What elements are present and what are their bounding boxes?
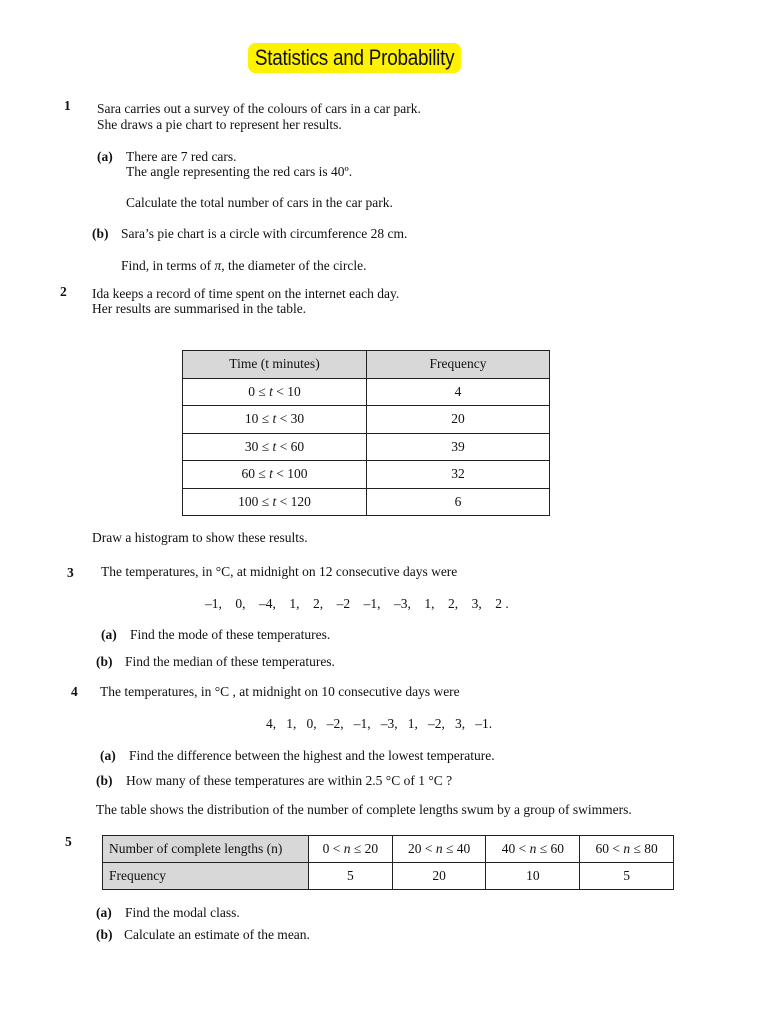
- q1-line2: She draws a pie chart to represent her results.: [97, 117, 342, 132]
- q3-part-a-label: (a): [101, 627, 117, 642]
- frequency-cell: 5: [580, 863, 674, 890]
- q1-part-b-line2: Find, in terms of π, the diameter of the circle.: [121, 258, 367, 273]
- time-cell: 30 ≤ t < 60: [183, 433, 367, 461]
- q2-line2: Her results are summarised in the table.: [92, 301, 307, 316]
- q4-part-a-label: (a): [100, 748, 116, 763]
- table-header-frequency: Frequency: [103, 863, 309, 890]
- frequency-cell: 20: [367, 406, 550, 434]
- q4-part-b-text: How many of these temperatures are within 2.5 °C of 1 °C ?: [126, 773, 453, 788]
- q2-instruction: Draw a histogram to show these results.: [92, 530, 308, 545]
- time-cell: 100 ≤ t < 120: [183, 488, 367, 516]
- question-number-1: 1: [64, 98, 71, 113]
- q5-part-a-label: (a): [96, 905, 112, 920]
- frequency-cell: 39: [367, 433, 550, 461]
- frequency-cell: 5: [309, 863, 393, 890]
- q3-part-b-text: Find the median of these temperatures.: [125, 654, 335, 669]
- table-row: [183, 488, 550, 516]
- q1-part-b-label: (b): [92, 226, 109, 241]
- q1-part-b-line1: Sara’s pie chart is a circle with circumference 28 cm.: [121, 226, 408, 241]
- time-cell: 10 ≤ t < 30: [183, 406, 367, 434]
- table-header-frequency: Frequency: [367, 351, 550, 379]
- time-cell: 0 ≤ t < 10: [183, 378, 367, 406]
- class-cell: 40 < n ≤ 60: [486, 836, 580, 863]
- time-frequency-table: [182, 350, 550, 516]
- q3-part-a-text: Find the mode of these temperatures.: [130, 627, 331, 642]
- q3-values: –1, 0, –4, 1, 2, –2 –1, –3, 1, 2, 3, 2 .: [205, 596, 509, 611]
- question-number-2: 2: [60, 284, 67, 299]
- table-row: [183, 461, 550, 489]
- q4-part-a-text: Find the difference between the highest and the lowest temperature.: [129, 748, 495, 763]
- q5-part-b-label: (b): [96, 927, 113, 942]
- table-row: [183, 406, 550, 434]
- table-header-lengths: Number of complete lengths (n): [103, 836, 309, 863]
- q5-intro: The table shows the distribution of the number of complete lengths swum by a group of swimmers.: [96, 802, 632, 817]
- q4-line1: The temperatures, in °C , at midnight on 10 consecutive days were: [100, 684, 460, 699]
- q5-part-b-text: Calculate an estimate of the mean.: [124, 927, 310, 942]
- frequency-cell: 32: [367, 461, 550, 489]
- table-row: [183, 378, 550, 406]
- question-number-5: 5: [65, 834, 72, 849]
- q1-line1: Sara carries out a survey of the colours of cars in a car park.: [97, 101, 421, 116]
- frequency-cell: 4: [367, 378, 550, 406]
- class-cell: 60 < n ≤ 80: [580, 836, 674, 863]
- q4-values: 4, 1, 0, –2, –1, –3, 1, –2, 3, –1.: [266, 716, 493, 731]
- q1-part-a-line1: There are 7 red cars.: [126, 149, 237, 164]
- question-number-3: 3: [67, 565, 74, 580]
- q1-part-a-line3: Calculate the total number of cars in the car park.: [126, 195, 393, 210]
- q3-part-b-label: (b): [96, 654, 113, 669]
- q2-line1: Ida keeps a record of time spent on the internet each day.: [92, 286, 400, 301]
- page-title: Statistics and Probability: [248, 43, 461, 73]
- q1-part-a-line2: The angle representing the red cars is 40º.: [126, 164, 353, 179]
- table-row: [183, 433, 550, 461]
- q5-part-a-text: Find the modal class.: [125, 905, 240, 920]
- frequency-cell: 10: [486, 863, 580, 890]
- frequency-cell: 6: [367, 488, 550, 516]
- q3-line1: The temperatures, in °C, at midnight on 12 consecutive days were: [101, 564, 458, 579]
- class-cell: 0 < n ≤ 20: [309, 836, 393, 863]
- time-cell: 60 ≤ t < 100: [183, 461, 367, 489]
- q4-part-b-label: (b): [96, 773, 113, 788]
- class-cell: 20 < n ≤ 40: [392, 836, 486, 863]
- frequency-cell: 20: [392, 863, 486, 890]
- table-header-time: Time (t minutes): [183, 351, 367, 379]
- swim-lengths-table: [102, 835, 674, 890]
- question-number-4: 4: [71, 684, 78, 699]
- q1-part-a-label: (a): [97, 149, 113, 164]
